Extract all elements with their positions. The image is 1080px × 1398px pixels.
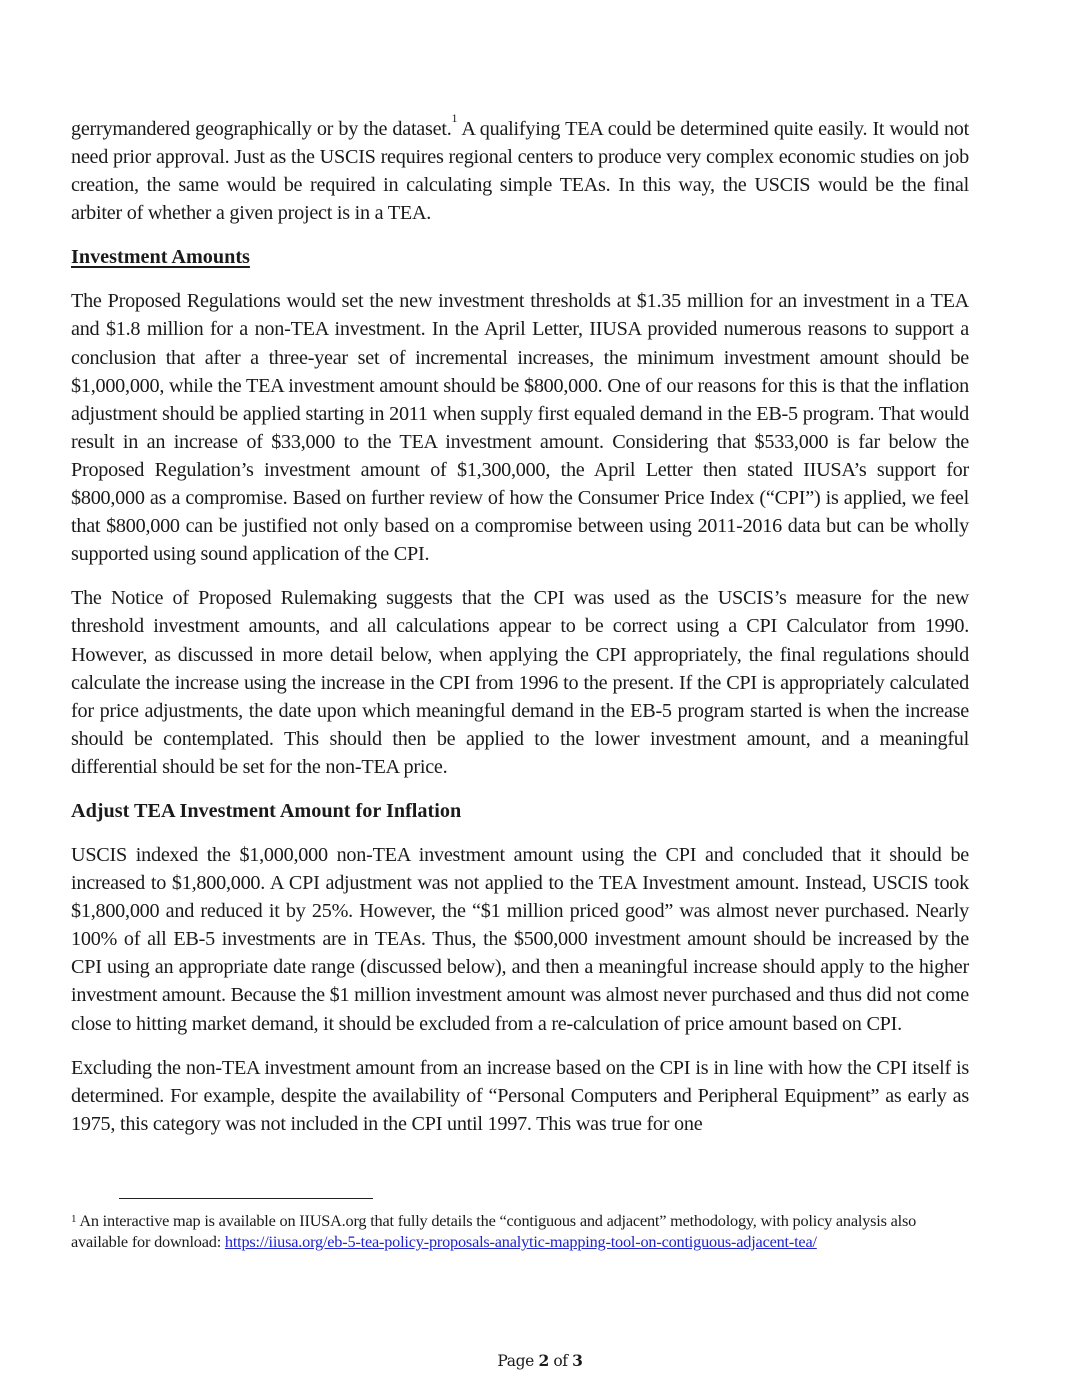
total-pages-number: 3 [572,1351,583,1370]
paragraph-notice-of-proposed-rulemaking: The Notice of Proposed Rulemaking suggests that the CPI was used as the USCIS’s measure for the new threshold investment amounts, and all calculations appear to be correct using a CPI Calculator from 1990. However, as discussed in more detail below, when applying the CPI appropriately, the final regulations should calculate the increase using the increase in the CPI from 1996 to the present. If the CPI is appropriately calculated for price adjustments, the date upon which meaningful demand in the EB-5 program started is when the increase should be contemplated. This should then be applied to the lower investment amount, and a meaningful differential should be set for the non-TEA price. [71,587,969,778]
footnote-text: An interactive map is available on IIUSA.org that fully details the “contiguous and adjacent” methodology, with policy analysis also available for download: [71,1211,917,1251]
footnote-number: 1 [71,1213,77,1225]
footnote-separator [119,1198,373,1199]
page-footer [0,1351,1080,1370]
page-label: Page [497,1352,534,1370]
section-heading-investment-amounts: Investment Amounts [71,246,250,269]
document-body [71,111,969,1138]
paragraph-uscis-indexed: USCIS indexed the $1,000,000 non-TEA investment amount using the CPI and concluded that it should be increased to $1,800,000. A CPI adjustment was not applied to the TEA Investment amount. Instead, USCIS took $1,800,000 and reduced it by 25%. However, the “$1 million priced good” was almost never purchased. Nearly 100% of all EB-5 investments are in TEAs. Thus, the $500,000 investment amount should be increased by the CPI using an appropriate date range (discussed below), and then a meaningful increase should apply to the higher investment amount. Because the $1 million investment amount was almost never purchased and thus did not come close to hitting market demand, it should be excluded from a re-calculation of price amount based on CPI. [71,843,969,1035]
paragraph-tea-determination [71,111,969,227]
paragraph-proposed-thresholds: The Proposed Regulations would set the new investment thresholds at $1.35 million for an investment in a TEA and $1.8 million for a non-TEA investment. In the April Letter, IIUSA provided numerous reasons to support a conclusion that after a three-year set of incremental increases, the minimum investment amount should be $1,000,000, while the TEA investment amount should be $800,000. One of our reasons for this is that the inflation adjustment should be applied starting in 2011 when supply first equaled demand in the EB-5 program. That would result in an increase of $33,000 to the TEA investment amount. Considering that $533,000 is far below the Proposed Regulation’s investment amount of $1,300,000, the April Letter then stated IIUSA’s support for $800,000 as a compromise. Based on further review of how the Consumer Price Index (“CPI”) is applied, we feel that $800,000 can be justified not only based on a compromise between using 2011-2016 data but can be wholly supported using sound application of the CPI. [71,290,969,566]
footnote-link[interactable]: https://iiusa.org/eb-5-tea-policy-proposals-analytic-mapping-tool-on-contiguous-adjacent-tea/ [224,1232,817,1251]
of-label: of [553,1352,568,1370]
paragraph-text: gerrymandered geographically or by the dataset. [71,118,452,140]
paragraph-excluding-non-tea: Excluding the non-TEA investment amount from an increase based on the CPI is in line with how the CPI itself is determined. For example, despite the availability of “Personal Computers and Peripheral Equipment” as early as 1975, this category was not included in the CPI until 1997. This was true for one [71,1056,969,1135]
footnote [71,1210,969,1252]
current-page-number: 2 [538,1351,549,1370]
footnote-reference[interactable]: 1 [451,111,458,125]
section-heading-adjust-tea-inflation: Adjust TEA Investment Amount for Inflation [71,799,462,822]
paragraph-text: A qualifying TEA could be determined quite easily. It would not need prior approval. Just as the USCIS requires regional centers to produce very complex economic studies on job creation, the same would be required in calculating simple TEAs. In this way, the USCIS would be the final arbiter of whether a given project is in a TEA. [71,118,969,225]
